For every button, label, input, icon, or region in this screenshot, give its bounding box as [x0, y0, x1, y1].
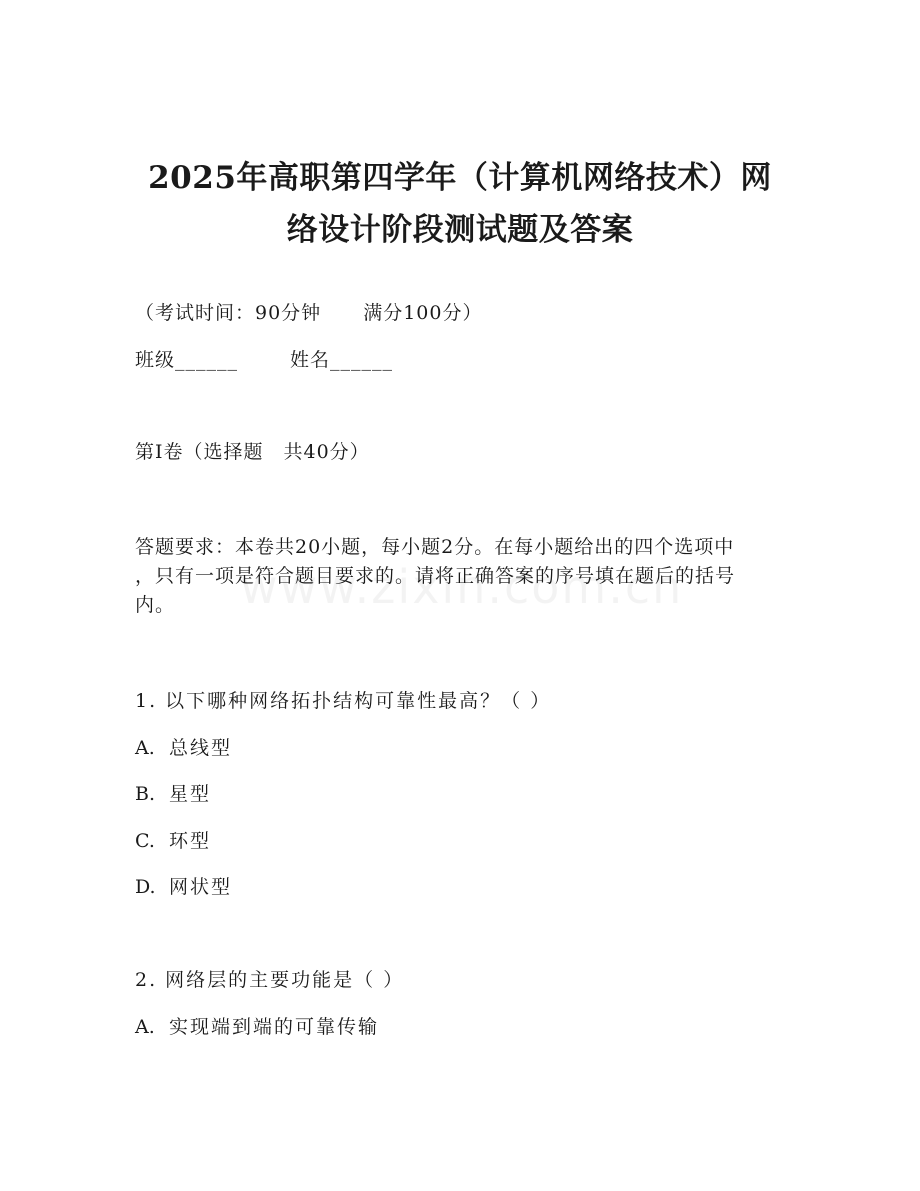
option-label: D. [135, 876, 156, 898]
exam-full-score: 满分100分） [363, 302, 483, 324]
question-1-option-d [135, 873, 232, 901]
option-text: 总线型 [169, 737, 233, 759]
option-label: B. [135, 783, 156, 805]
exam-time: （考试时间：90分钟 [135, 302, 322, 324]
option-label: C. [135, 830, 155, 852]
instructions [135, 533, 785, 620]
instructions-line-1: 答题要求：本卷共20小题，每小题2分。在每小题给出的四个选项中 [135, 536, 735, 558]
title-line-2: 络设计阶段测试题及答案 [286, 212, 634, 248]
student-info [135, 346, 393, 374]
question-2-option-a [135, 1013, 379, 1041]
option-text: 网状型 [169, 876, 233, 898]
question-2-stem: 2. 网络层的主要功能是（ ） [135, 969, 405, 991]
title-line-1: 2025年高职第四学年（计算机网络技术）网 [148, 160, 772, 196]
option-text: 实现端到端的可靠传输 [169, 1016, 380, 1038]
option-label: A. [135, 1016, 155, 1038]
document-title [120, 152, 800, 256]
option-text: 星型 [169, 783, 212, 805]
question-1-stem: 1. 以下哪种网络拓扑结构可靠性最高？（ ） [135, 690, 552, 712]
instructions-line-3: 内。 [135, 594, 176, 616]
question-1-option-c [135, 827, 211, 855]
name-field: 姓名______ [290, 349, 394, 371]
question-1-option-b [135, 780, 211, 808]
section-title: 第I卷（选择题 共40分） [135, 441, 370, 463]
option-text: 环型 [169, 830, 212, 852]
class-field: 班级______ [135, 349, 239, 371]
option-label: A. [135, 737, 155, 759]
exam-info [135, 299, 482, 327]
instructions-line-2: ，只有一项是符合题目要求的。请将正确答案的序号填在题后的括号 [135, 565, 736, 587]
question-1-option-a [135, 734, 232, 762]
